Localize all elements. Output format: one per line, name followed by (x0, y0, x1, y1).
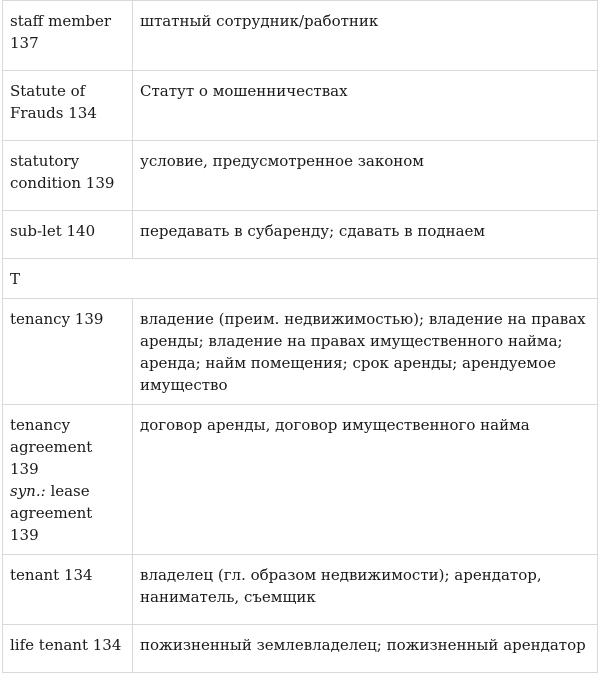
term-cell (3, 405, 133, 555)
definition-cell: штатный сотрудник/работник (133, 1, 598, 71)
term-cell: tenant 134 (3, 555, 133, 625)
term-cell: sub-let 140 (3, 211, 133, 259)
definition-cell: пожизненный землевладелец; пожизненный арендатор (133, 625, 598, 673)
term-text: tenancy agreement 139 (10, 416, 93, 478)
definition-cell: владелец (гл. образом недвижимости); арендатор, наниматель, съемщик (133, 555, 598, 625)
term-cell: staff member 137 (3, 1, 133, 71)
table-row (3, 299, 598, 405)
table-row (3, 211, 598, 259)
definition-cell: условие, предусмотренное законом (133, 141, 598, 211)
synonym-label: syn.: (10, 482, 46, 500)
table-row (3, 1, 598, 71)
term-cell: statutory condition 139 (3, 141, 133, 211)
term-cell: life tenant 134 (3, 625, 133, 673)
definition-cell: передавать в субаренду; сдавать в поднаем (133, 211, 598, 259)
term-cell: Statute of Frauds 134 (3, 71, 133, 141)
definition-cell: владение (преим. недвижимостью); владение на правах аренды; владение на правах имущественного найма; аренда; найм помещения; срок аренды; арендуемое имущество (133, 299, 598, 405)
definition-cell: Статут о мошенничествах (133, 71, 598, 141)
table-row (3, 555, 598, 625)
glossary-table (2, 0, 598, 673)
definition-cell: договор аренды, договор имущественного найма (133, 405, 598, 555)
section-letter: T (3, 259, 598, 299)
table-row (3, 405, 598, 555)
term-cell: tenancy 139 (3, 299, 133, 405)
table-row (3, 71, 598, 141)
table-row (3, 625, 598, 673)
letter-row (3, 259, 598, 299)
table-row (3, 141, 598, 211)
glossary-body (3, 1, 598, 673)
synonym-term: lease agreement 139 (10, 482, 93, 544)
